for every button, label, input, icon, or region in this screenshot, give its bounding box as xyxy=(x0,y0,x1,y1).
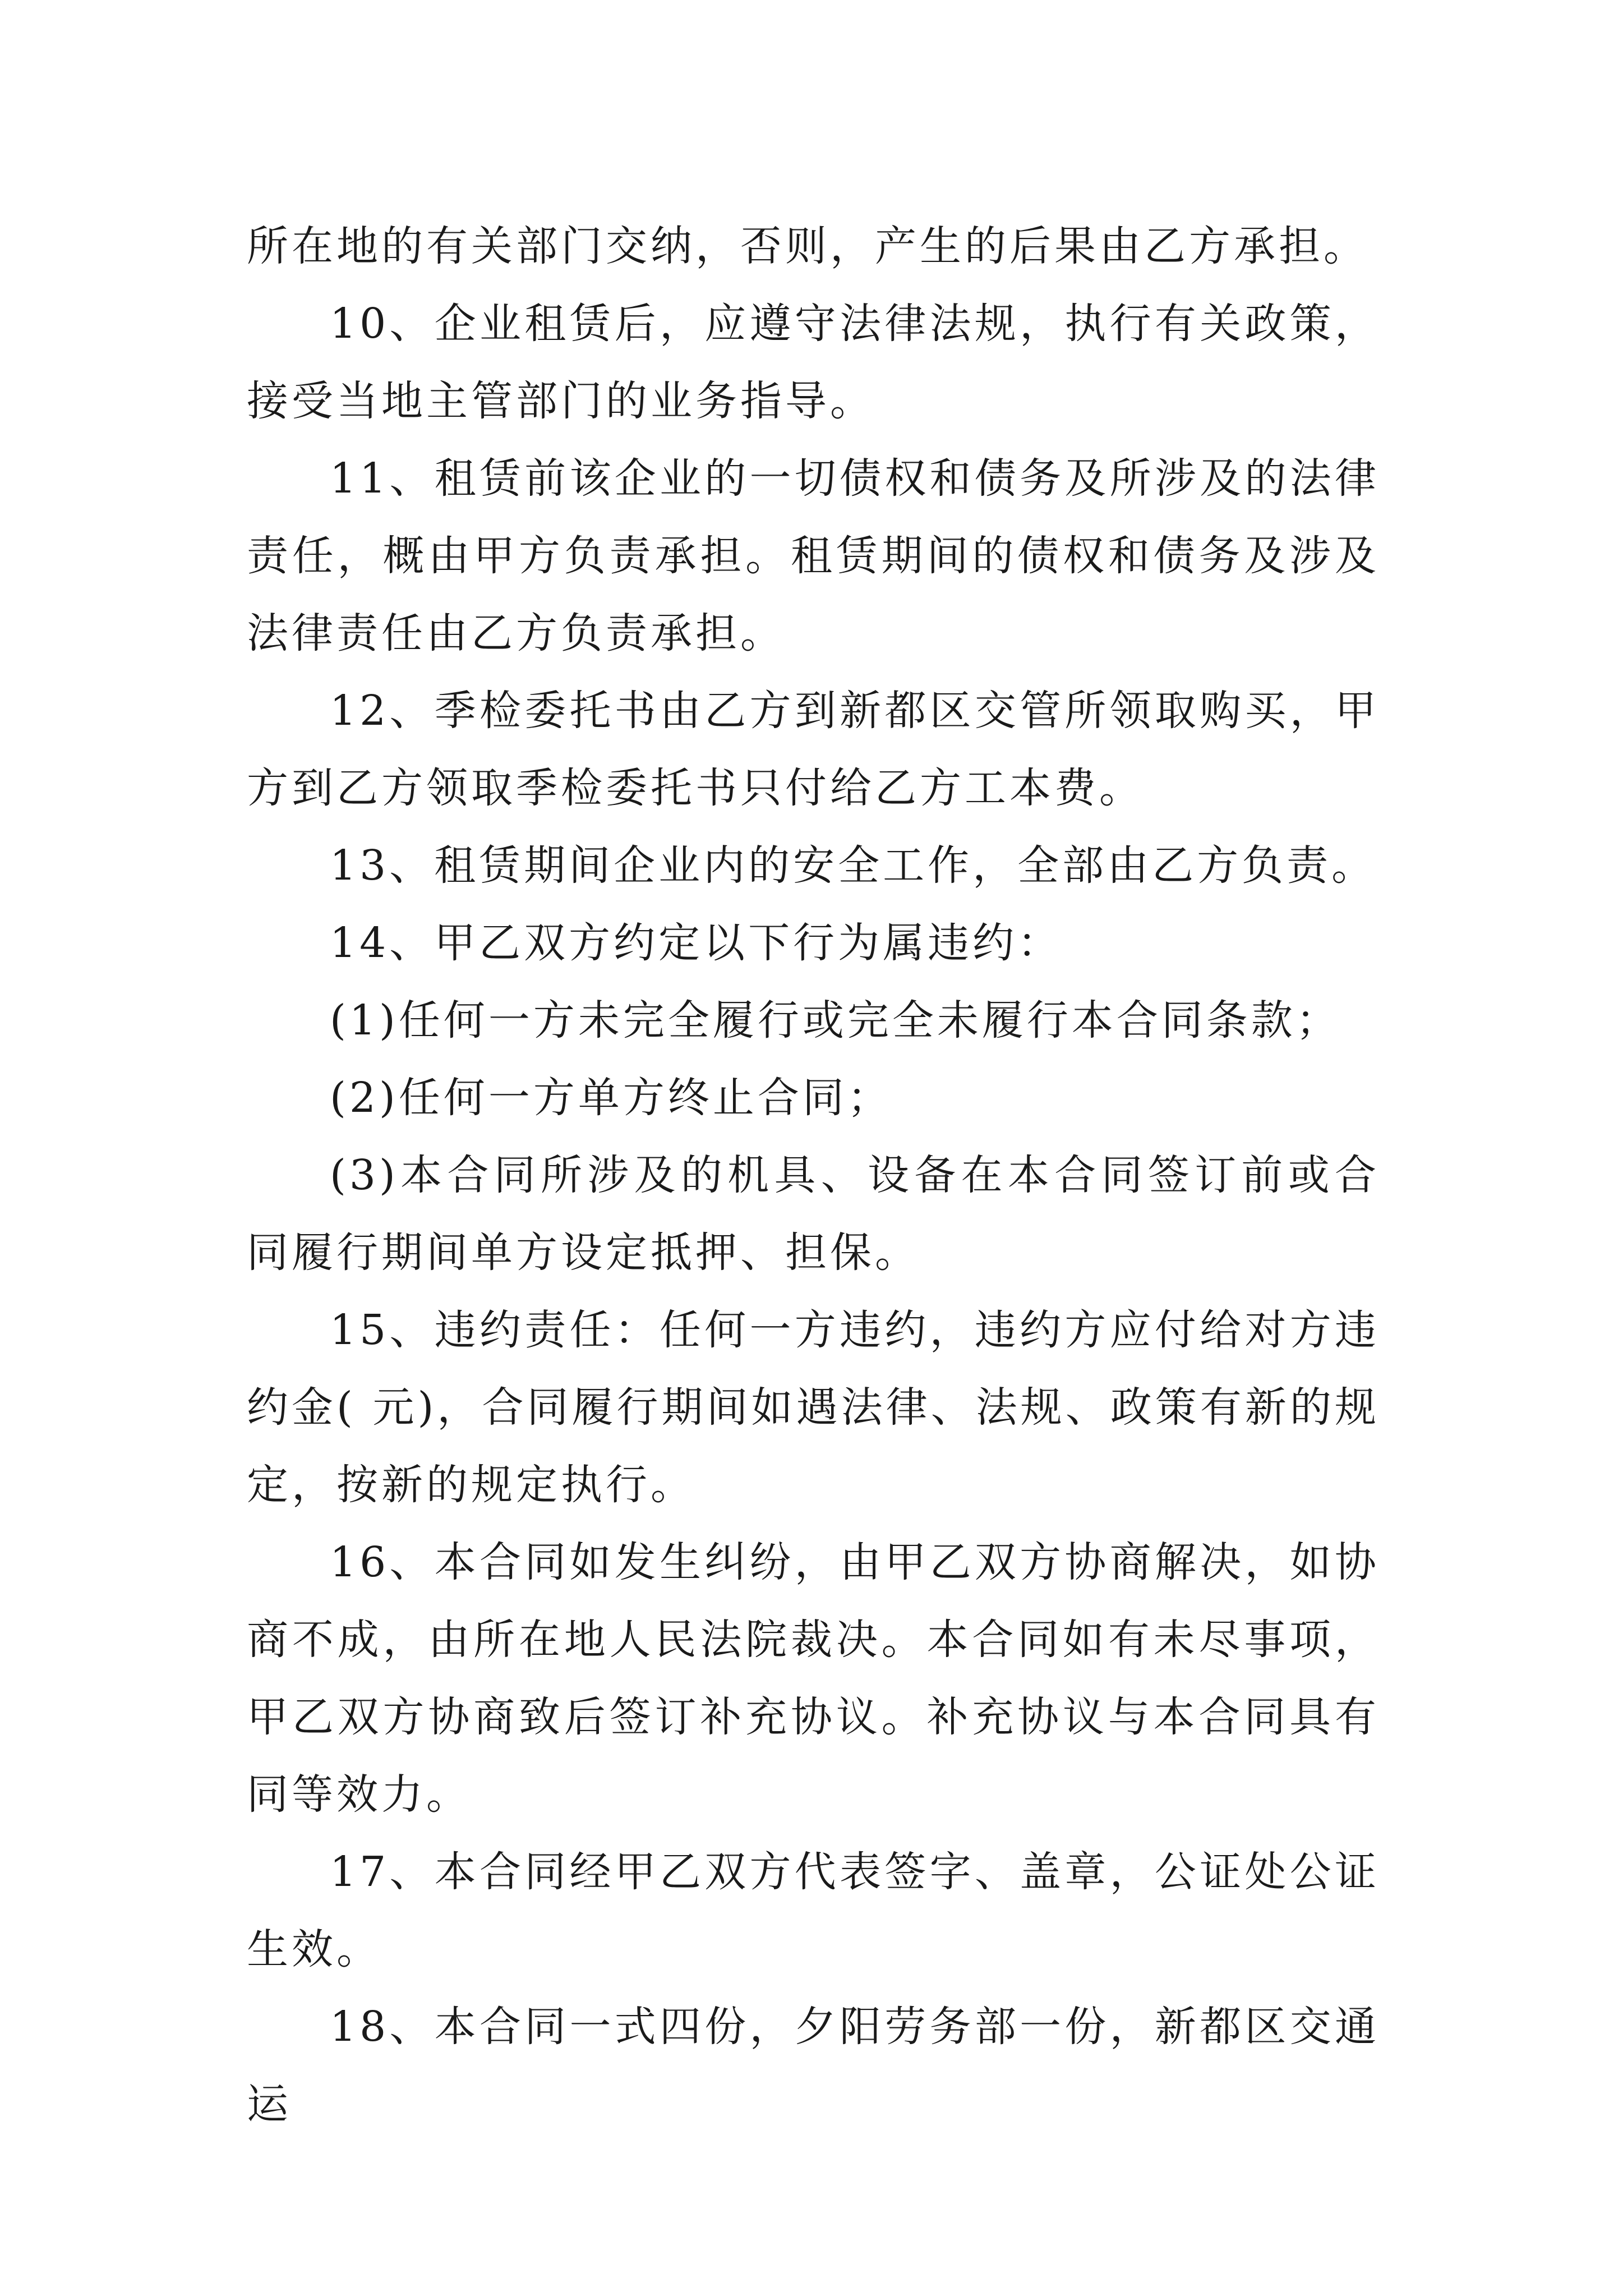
clause-16: 16、本合同如发生纠纷，由甲乙双方协商解决，如协商不成，由所在地人民法院裁决。本合同如有未尽事项，甲乙双方协商致后签订补充协议。补充协议与本合同具有同等效力。 xyxy=(247,1538,1380,1819)
paragraph-continuation: 所在地的有关部门交纳，否则，产生的后果由乙方承担。 xyxy=(247,222,1368,270)
clause-11: 11、租赁前该企业的一切债权和债务及所涉及的法律责任，概由甲方负责承担。租赁期间的债权和债务及涉及法律责任由乙方负责承担。 xyxy=(247,454,1380,657)
clause-17: 17、本合同经甲乙双方代表签字、盖章，公证处公证生效。 xyxy=(247,1848,1380,1973)
document-body xyxy=(247,208,1380,2143)
clause-10: 10、企业租赁后，应遵守法律法规，执行有关政策，接受当地主管部门的业务指导。 xyxy=(247,300,1380,425)
clause-18: 18、本合同一式四份，夕阳劳务部一份，新都区交通运 xyxy=(247,2003,1380,2128)
clause-14-item-2: (2)任何一方单方终止合同； xyxy=(330,1074,892,1122)
clause-14: 14、甲乙双方约定以下行为属违约： xyxy=(330,919,1063,967)
clause-14-item-1: (1)任何一方未完全履行或完全未履行本合同条款； xyxy=(330,996,1341,1045)
clause-13: 13、租赁期间企业内的安全工作，全部由乙方负责。 xyxy=(330,841,1377,890)
clause-14-item-3: (3)本合同所涉及的机具、设备在本合同签订前或合同履行期间单方设定抵押、担保。 xyxy=(247,1151,1380,1277)
clause-15: 15、违约责任：任何一方违约，违约方应付给对方违约金( 元)，合同履行期间如遇法律、法规、政策有新的规定，按新的规定执行。 xyxy=(247,1306,1380,1509)
clause-12: 12、季检委托书由乙方到新都区交管所领取购买，甲方到乙方领取季检委托书只付给乙方工本费。 xyxy=(247,687,1380,812)
